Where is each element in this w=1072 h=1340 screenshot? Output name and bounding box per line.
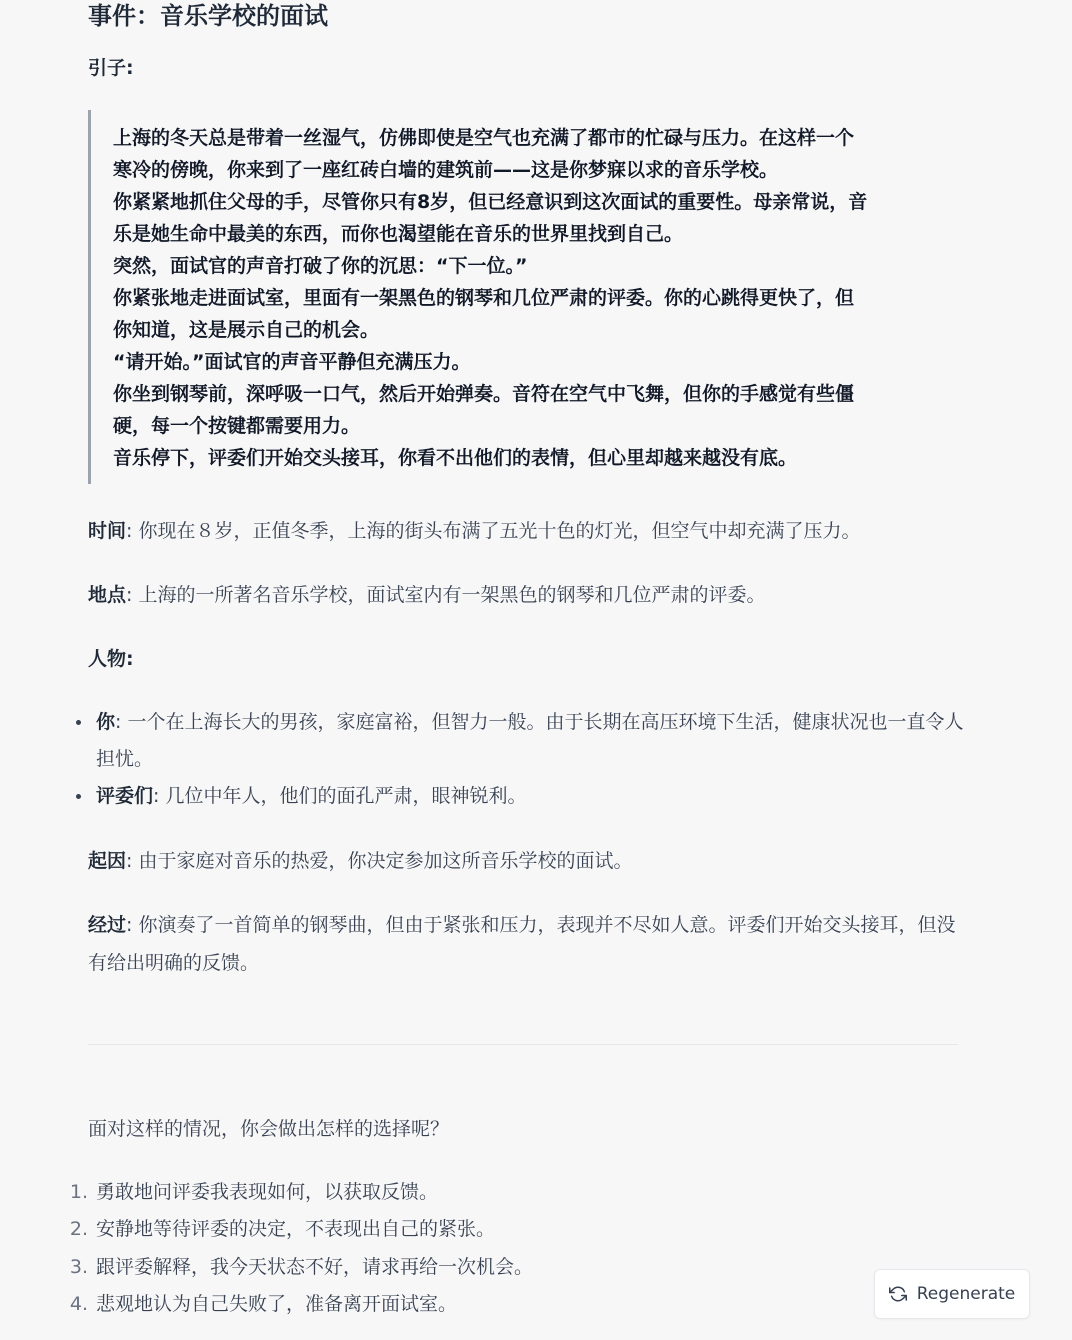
characters-label: 人物: [88,648,134,670]
character-text: : 一个在上海长大的男孩，家庭富裕，但智力一般。由于长期在高压环境下生活，健康状况也一直令人担忧。 [96,711,964,770]
choice-text: 勇敢地问评委我表现如何，以获取反馈。 [96,1181,439,1203]
character-item [96,778,966,815]
regenerate-label: Regenerate [916,1284,1016,1304]
refresh-icon [889,1285,907,1303]
intro-line: 你紧张地走进面试室，里面有一架黑色的钢琴和几位严肃的评委。你的心跳得更快了，但 [113,287,855,309]
event-title: 事件：音乐学校的面试 [88,2,328,30]
choice-number: 3. [69,1256,88,1278]
choice-item [69,1211,896,1248]
character-name: 评委们 [96,785,154,807]
character-text: : 几位中年人，他们的面孔严肃，眼神锐利。 [153,785,527,807]
intro-line: 突然，面试官的声音打破了你的沉思：“下一位。” [113,255,528,277]
process-label: 经过 [88,914,127,936]
choice-number: 4. [69,1293,88,1315]
choice-number: 2. [69,1218,88,1240]
time-label: 时间 [88,520,127,542]
intro-line: “请开始。”面试官的声音平静但充满压力。 [113,351,471,373]
intro-line: 你坐到钢琴前，深呼吸一口气，然后开始弹奏。音符在空气中飞舞，但你的手感觉有些僵 [113,383,855,405]
time-paragraph [88,512,968,550]
place-paragraph [88,576,968,614]
divider [88,1044,958,1045]
place-text: : 上海的一所著名音乐学校，面试室内有一架黑色的钢琴和几位严肃的评委。 [126,584,766,606]
place-label: 地点 [88,584,127,606]
choice-text: 安静地等待评委的决定，不表现出自己的紧张。 [96,1218,496,1240]
intro-blockquote [88,110,968,484]
character-item [96,704,966,778]
intro-line: 你紧紧地抓住父母的手，尽管你只有8岁，但已经意识到这次面试的重要性。母亲常说，音 [113,191,868,213]
cause-paragraph [88,842,968,880]
intro-label: 引子: [88,57,134,79]
cause-text: : 由于家庭对音乐的热爱，你决定参加这所音乐学校的面试。 [126,850,633,872]
character-name: 你 [96,711,116,733]
question-text: 面对这样的情况，你会做出怎样的选择呢？ [88,1118,450,1140]
intro-line: 乐是她生命中最美的东西，而你也渴望能在音乐的世界里找到自己。 [113,223,684,245]
choice-number: 1. [69,1181,88,1203]
bullet-icon [76,720,81,725]
choice-text: 悲观地认为自己失败了，准备离开面试室。 [96,1293,458,1315]
intro-line: 寒冷的傍晚，你来到了一座红砖白墙的建筑前——这是你梦寐以求的音乐学校。 [113,159,779,181]
time-text: : 你现在８岁，正值冬季，上海的街头布满了五光十色的灯光，但空气中却充满了压力。 [126,520,861,542]
cause-label: 起因 [88,850,127,872]
process-paragraph [88,906,968,982]
choice-item [69,1286,896,1323]
intro-line: 硬，每一个按键都需要用力。 [113,415,361,437]
choice-item [69,1174,896,1211]
intro-line: 上海的冬天总是带着一丝湿气，仿佛即使是空气也充满了都市的忙碌与压力。在这样一个 [113,127,855,149]
characters-paragraph [88,640,968,678]
bullet-icon [76,794,81,799]
process-text: : 你演奏了一首简单的钢琴曲，但由于紧张和压力，表现并不尽如人意。评委们开始交头接耳，但没有给出明确的反馈。 [88,914,956,974]
intro-line: 你知道，这是展示自己的机会。 [113,319,380,341]
choice-item [69,1249,896,1286]
intro-line: 音乐停下，评委们开始交头接耳，你看不出他们的表情，但心里却越来越没有底。 [113,447,798,469]
regenerate-button[interactable] [874,1269,1030,1319]
choice-text: 跟评委解释，我今天状态不好，请求再给一次机会。 [96,1256,534,1278]
